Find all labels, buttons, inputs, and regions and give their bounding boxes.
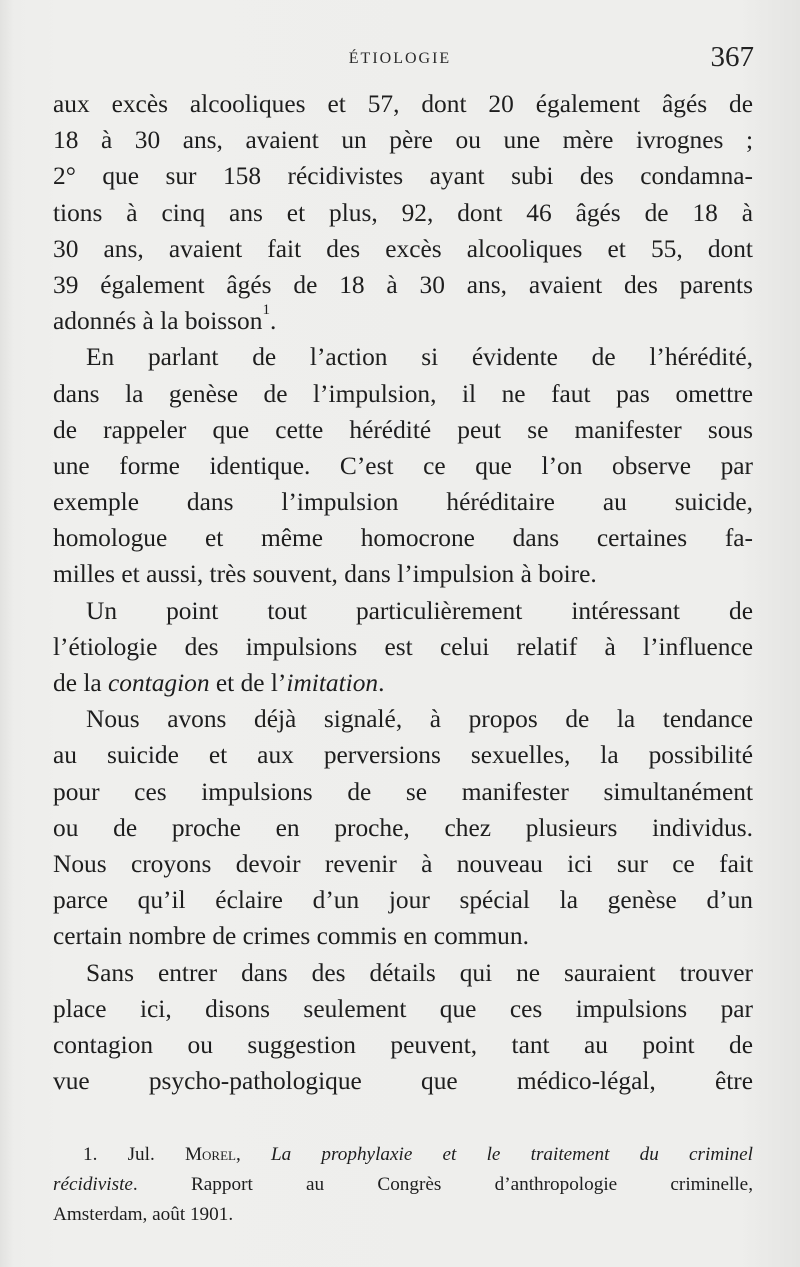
text-line: aux excès alcooliques et 57, dont 20 également âgés de: [53, 90, 753, 118]
text-line: une forme identique. C’est ce que l’on observe par: [53, 451, 753, 480]
body-text: [53, 86, 753, 1099]
footnote-title: récidiviste: [53, 1174, 133, 1195]
text-line: au suicide et aux perversions sexuelles, la possibilité: [53, 741, 753, 770]
text-line: l’étiologie des impulsions est celui relatif à l’influence: [53, 632, 753, 661]
text-line: exemple dans l’impulsion héréditaire au suicide,: [53, 488, 753, 517]
text-line: place ici, disons seulement que ces impulsions par: [53, 994, 753, 1023]
page-number: 367: [710, 41, 754, 73]
text-line: En parlant de l’action si évidente de l’hérédité,: [86, 343, 753, 372]
text-line: pour ces impulsions de se manifester simultanément: [53, 777, 753, 806]
text-fragment: adonnés à la boisson: [53, 307, 263, 336]
text-fragment: ,: [235, 1144, 271, 1165]
text-line: Nous avons déjà signalé, à propos de la tendance: [86, 705, 753, 734]
footnote-ref: 1: [262, 302, 270, 319]
text-line: de rappeler que cette hérédité peut se manifester sous: [53, 415, 753, 444]
text-fragment: de la: [53, 669, 108, 697]
italic-term: imitation: [286, 669, 379, 697]
running-title: ÉTIOLOGIE: [348, 50, 452, 67]
footnote-title: La prophylaxie et le traitement du criminel: [270, 1144, 753, 1165]
text-line: [53, 665, 753, 701]
text-line: vue psycho-pathologique que médico-légal, être: [53, 1067, 753, 1096]
text-line: Nous croyons devoir revenir à nouveau ici sur ce fait: [53, 849, 753, 878]
footnote-author: Morel: [184, 1144, 236, 1165]
text-fragment: .: [269, 307, 277, 336]
text-line: Un point tout particulièrement intéressant de: [86, 596, 753, 625]
footnote-number: 1. Jul.: [83, 1144, 185, 1165]
text-fragment: .: [378, 669, 385, 697]
text-line: 30 ans, avaient fait des excès alcooliques et 55, dont: [53, 234, 753, 263]
text-fragment: . Rapport au Congrès d’anthropologie criminelle,: [132, 1174, 753, 1195]
text-line: 39 également âgés de 18 à 30 ans, avaient des parents: [53, 270, 753, 299]
footnote-line: Amsterdam, août 1901.: [53, 1204, 234, 1225]
text-line: ou de proche en proche, chez plusieurs individus.: [53, 813, 753, 842]
text-line: milles et aussi, très souvent, dans l’impulsion à boire.: [53, 560, 597, 589]
text-line: Sans entrer dans des détails qui ne sauraient trouver: [86, 958, 753, 987]
text-line: [53, 303, 753, 339]
italic-term: contagion: [107, 669, 210, 697]
text-fragment: et de l’: [209, 669, 287, 697]
text-line: homologue et même homocrone dans certaines fa-: [53, 524, 753, 553]
text-line: tions à cinq ans et plus, 92, dont 46 âgés de 18 à: [53, 198, 753, 227]
text-line: dans la genèse de l’impulsion, il ne faut pas omettre: [53, 379, 753, 408]
text-line: 18 à 30 ans, avaient un père ou une mère ivrognes ;: [53, 126, 753, 155]
footnote: [53, 1140, 753, 1230]
text-line: certain nombre de crimes commis en commun.: [53, 922, 529, 951]
text-line: contagion ou suggestion peuvent, tant au point de: [53, 1030, 753, 1059]
footnote-line: [53, 1170, 753, 1200]
text-line: 2° que sur 158 récidivistes ayant subi des condamna-: [53, 162, 753, 191]
text-line: parce qu’il éclaire d’un jour spécial la genèse d’un: [53, 886, 753, 915]
footnote-line: [53, 1140, 753, 1170]
